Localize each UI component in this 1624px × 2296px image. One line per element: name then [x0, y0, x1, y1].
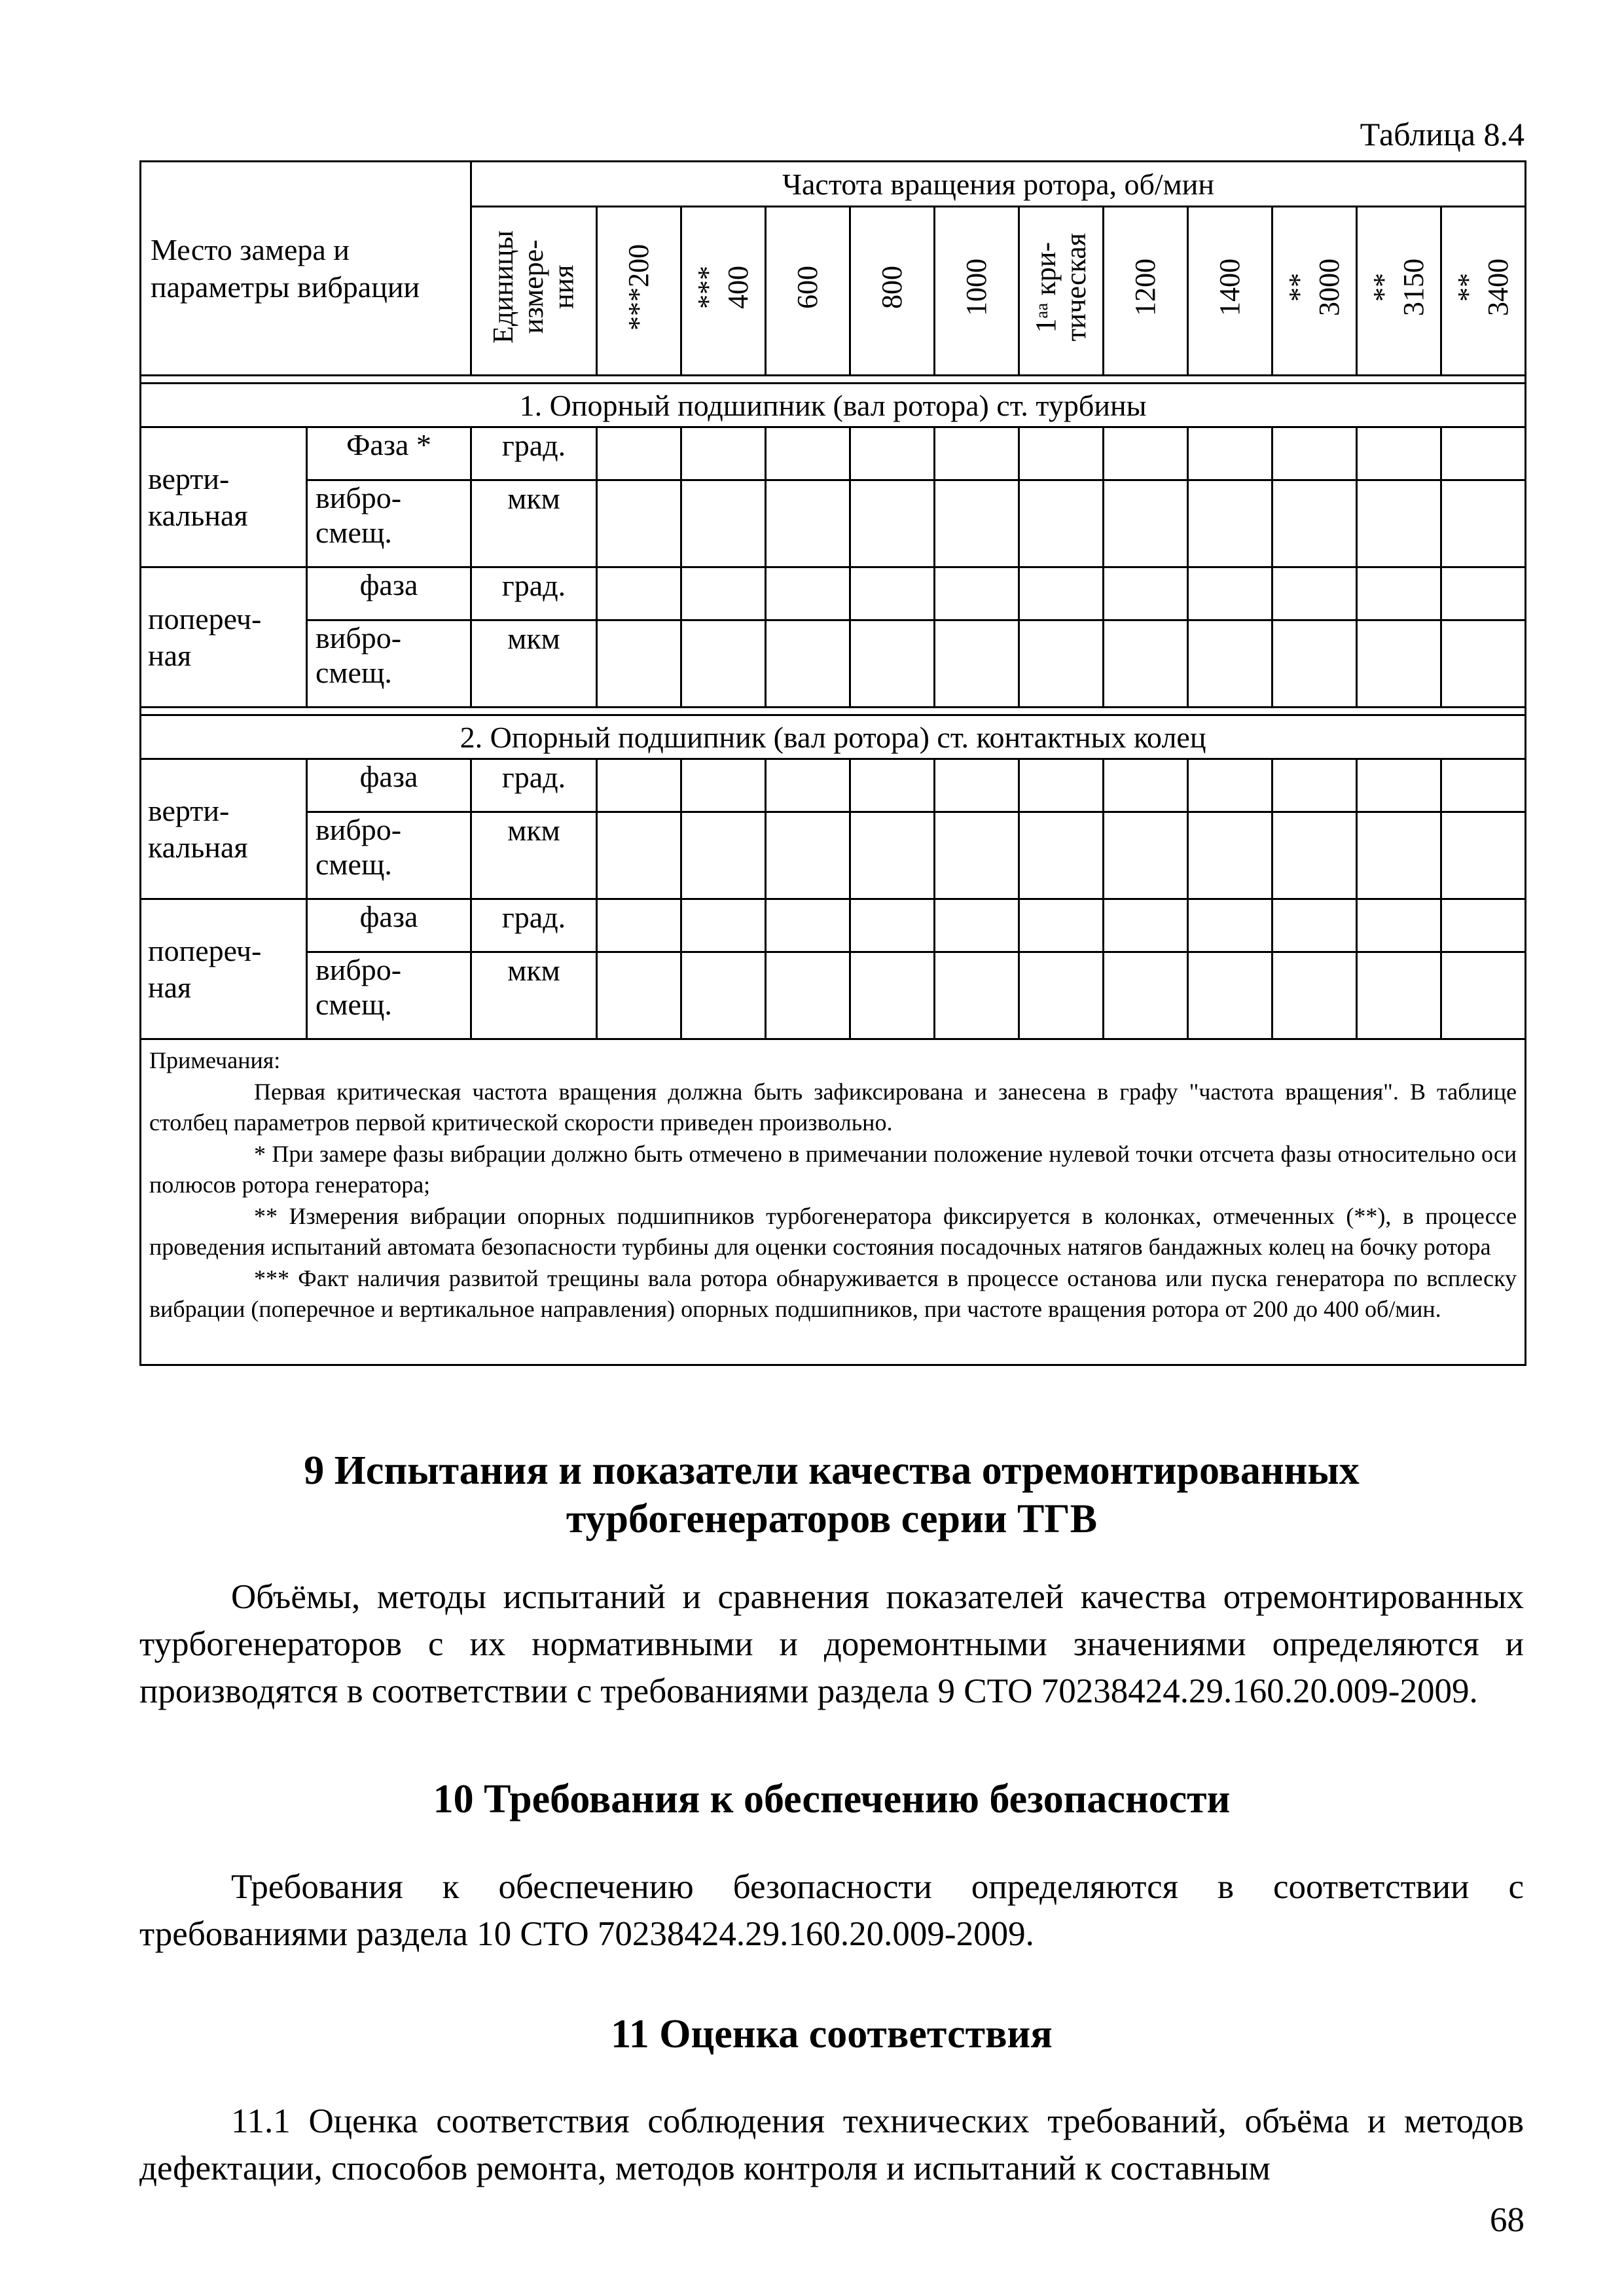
value-cell: [1272, 480, 1357, 567]
value-cell: [681, 899, 766, 952]
value-cell: [597, 567, 681, 620]
value-cell: [1272, 899, 1357, 952]
header-freq-column: ***200: [597, 207, 681, 376]
header-units: Единицы измере- ния: [471, 207, 597, 376]
value-cell: [1441, 952, 1526, 1039]
header-freq-column: 1000: [935, 207, 1019, 376]
value-cell: [935, 620, 1019, 708]
value-cell: [1019, 899, 1104, 952]
value-cell: [1441, 620, 1526, 708]
value-cell: [1441, 899, 1526, 952]
value-cell: [597, 759, 681, 812]
value-cell: [850, 952, 935, 1039]
section-9-text: Объёмы, методы испытаний и сравнения показателей качества отремонтированных турбогенераторов с их нормативными и доремонтными значениями определяются и производятся в соответствии с требованиями раздела 9 СТО 70238424.29.160.20.009-2009.: [139, 1578, 1524, 1711]
value-cell: [850, 427, 935, 480]
value-cell: [766, 567, 850, 620]
value-cell: [1104, 427, 1188, 480]
header-freq-column: ** 3400: [1441, 207, 1526, 376]
table-caption: Таблица 8.4: [1360, 116, 1525, 152]
unit-label: град.: [471, 427, 597, 480]
value-cell: [766, 812, 850, 899]
value-cell: [1357, 952, 1441, 1039]
unit-label: мкм: [471, 952, 597, 1039]
direction-label: попереч- ная: [141, 899, 307, 1039]
direction-label: попереч- ная: [141, 567, 307, 708]
value-cell: [766, 427, 850, 480]
value-cell: [766, 480, 850, 567]
value-cell: [1188, 620, 1272, 708]
header-freq-column: 1200: [1104, 207, 1188, 376]
value-cell: [1272, 427, 1357, 480]
header-frequency: Частота вращения ротора, об/мин: [471, 162, 1526, 207]
value-cell: [681, 620, 766, 708]
value-cell: [1357, 427, 1441, 480]
value-cell: [935, 812, 1019, 899]
value-cell: [1019, 567, 1104, 620]
note-item: ** Измерения вибрации опорных подшипников турбогенератора фиксируется в колонках, отмеченных (**), в процессе проведения испытаний автомата безопасности турбины для оценки состояния посадочных натягов бандажных колец на бочку ротора: [149, 1202, 1517, 1261]
value-cell: [1104, 567, 1188, 620]
value-cell: [597, 812, 681, 899]
value-cell: [681, 567, 766, 620]
value-cell: [935, 759, 1019, 812]
value-cell: [850, 567, 935, 620]
note-item: *** Факт наличия развитой трещины вала ротора обнаруживается в процессе останова или пуска генератора по всплеску вибрации (поперечное и вертикальное направления) опорных подшипников, при частоте вращения ротора от 200 до 400 об/мин.: [149, 1265, 1517, 1323]
header-freq-column: ** 3150: [1357, 207, 1441, 376]
value-cell: [766, 620, 850, 708]
value-cell: [681, 759, 766, 812]
value-cell: [681, 427, 766, 480]
value-cell: [1188, 427, 1272, 480]
value-cell: [935, 480, 1019, 567]
vibration-table: [139, 160, 1526, 1366]
value-cell: [681, 812, 766, 899]
value-cell: [1441, 812, 1526, 899]
header-freq-column: 600: [766, 207, 850, 376]
value-cell: [935, 427, 1019, 480]
value-cell: [1019, 812, 1104, 899]
direction-label: верти- кальная: [141, 759, 307, 899]
value-cell: [1104, 759, 1188, 812]
value-cell: [766, 899, 850, 952]
value-cell: [850, 759, 935, 812]
value-cell: [1357, 620, 1441, 708]
value-cell: [597, 480, 681, 567]
unit-label: мкм: [471, 812, 597, 899]
value-cell: [1272, 952, 1357, 1039]
section-title: 1. Опорный подшипник (вал ротора) ст. турбины: [141, 384, 1526, 427]
header-freq-column: 1400: [1188, 207, 1272, 376]
value-cell: [1357, 812, 1441, 899]
page-number: 68: [1490, 2201, 1525, 2239]
value-cell: [1188, 480, 1272, 567]
parameter-label: вибро- смещ.: [307, 812, 471, 899]
parameter-label: фаза: [307, 759, 471, 812]
section-11-heading: 11 Оценка соответствия: [611, 2012, 1053, 2056]
unit-label: мкм: [471, 620, 597, 708]
unit-label: град.: [471, 567, 597, 620]
note-item: Первая критическая частота вращения должна быть зафиксирована и занесена в графу "частота вращения". В таблице столбец параметров первой критической скорости приведен произвольно.: [149, 1078, 1517, 1136]
unit-label: мкм: [471, 480, 597, 567]
value-cell: [1441, 480, 1526, 567]
value-cell: [1019, 480, 1104, 567]
value-cell: [1104, 812, 1188, 899]
value-cell: [935, 567, 1019, 620]
value-cell: [1188, 812, 1272, 899]
parameter-label: вибро- смещ.: [307, 620, 471, 708]
value-cell: [1357, 567, 1441, 620]
value-cell: [1357, 759, 1441, 812]
row-separator: [141, 376, 1526, 384]
value-cell: [681, 480, 766, 567]
value-cell: [1104, 480, 1188, 567]
value-cell: [766, 759, 850, 812]
value-cell: [681, 952, 766, 1039]
value-cell: [1357, 899, 1441, 952]
value-cell: [1104, 620, 1188, 708]
notes-title: Примечания:: [149, 1047, 281, 1073]
value-cell: [597, 620, 681, 708]
parameter-label: вибро- смещ.: [307, 952, 471, 1039]
value-cell: [597, 952, 681, 1039]
header-freq-column: *** 400: [681, 207, 766, 376]
value-cell: [1441, 427, 1526, 480]
unit-label: град.: [471, 899, 597, 952]
table-notes: [141, 1039, 1526, 1365]
header-freq-column: 1ᵃᵃ кри- тическая: [1019, 207, 1104, 376]
value-cell: [597, 427, 681, 480]
value-cell: [1272, 759, 1357, 812]
value-cell: [1188, 567, 1272, 620]
value-cell: [597, 899, 681, 952]
header-freq-column: 800: [850, 207, 935, 376]
value-cell: [1272, 620, 1357, 708]
section-title: 2. Опорный подшипник (вал ротора) ст. контактных колец: [141, 715, 1526, 759]
value-cell: [1272, 567, 1357, 620]
value-cell: [1272, 812, 1357, 899]
section-9-heading: 9 Испытания и показатели качества отремонтированных турбогенераторов серии ТГВ: [304, 1448, 1360, 1542]
section-10-text: Требования к обеспечению безопасности определяются в соответствии с требованиями раздела 10 СТО 70238424.29.160.20.009-2009.: [139, 1868, 1524, 1954]
row-separator: [141, 708, 1526, 715]
value-cell: [1441, 759, 1526, 812]
parameter-label: фаза: [307, 899, 471, 952]
parameter-label: вибро- смещ.: [307, 480, 471, 567]
parameter-label: Фаза *: [307, 427, 471, 480]
header-place: Место замера и параметры вибрации: [141, 162, 471, 376]
value-cell: [935, 952, 1019, 1039]
value-cell: [1441, 567, 1526, 620]
value-cell: [850, 899, 935, 952]
value-cell: [1019, 952, 1104, 1039]
section-11-text: 11.1 Оценка соответствия соблюдения технических требований, объёма и методов дефектации, способов ремонта, методов контроля и испытаний к составным: [139, 2102, 1524, 2188]
value-cell: [1019, 759, 1104, 812]
value-cell: [1019, 620, 1104, 708]
value-cell: [935, 899, 1019, 952]
header-freq-column: ** 3000: [1272, 207, 1357, 376]
unit-label: град.: [471, 759, 597, 812]
value-cell: [1188, 759, 1272, 812]
value-cell: [850, 812, 935, 899]
section-10-heading: 10 Требования к обеспечению безопасности: [433, 1777, 1231, 1821]
value-cell: [1104, 899, 1188, 952]
parameter-label: фаза: [307, 567, 471, 620]
value-cell: [1104, 952, 1188, 1039]
value-cell: [1188, 952, 1272, 1039]
value-cell: [850, 480, 935, 567]
value-cell: [766, 952, 850, 1039]
value-cell: [1019, 427, 1104, 480]
value-cell: [1188, 899, 1272, 952]
value-cell: [1357, 480, 1441, 567]
direction-label: верти- кальная: [141, 427, 307, 567]
value-cell: [850, 620, 935, 708]
note-item: * При замере фазы вибрации должно быть отмечено в примечании положение нулевой точки отсчета фазы относительно оси полюсов ротора генератора;: [149, 1140, 1517, 1198]
